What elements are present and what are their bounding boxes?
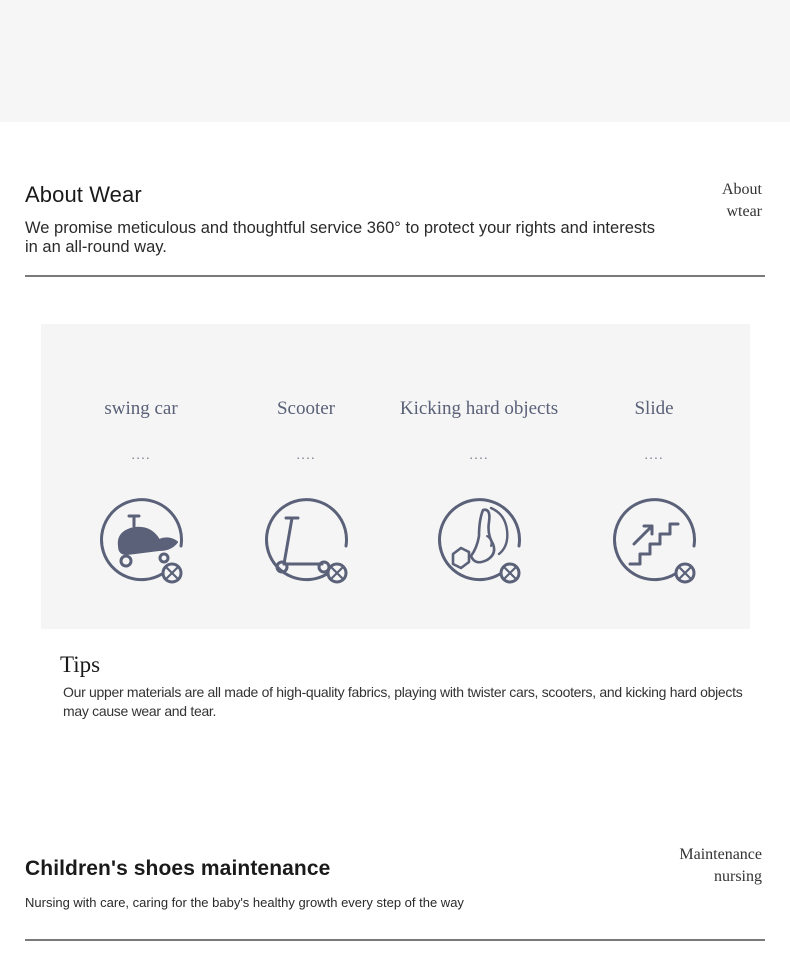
about-wear-title: About Wear bbox=[25, 182, 142, 207]
cause-label: swing car bbox=[104, 398, 178, 419]
section-divider bbox=[25, 939, 765, 941]
cause-item-kicking-hard-objects bbox=[379, 324, 579, 629]
about-wear-description: We promise meticulous and thoughtful service 360° to protect your rights and interests in an all-round way. bbox=[25, 219, 655, 256]
maintenance-side-label bbox=[679, 844, 762, 888]
cause-dots: .... bbox=[644, 446, 664, 462]
side-label-line: wtear bbox=[726, 203, 762, 220]
cause-label: Kicking hard objects bbox=[399, 398, 559, 419]
tips-title: Tips bbox=[60, 652, 101, 677]
slide-prohibited-icon bbox=[606, 496, 702, 592]
about-wear-side-label bbox=[722, 179, 762, 223]
side-label-line: nursing bbox=[714, 868, 762, 885]
maintenance-title: Children's shoes maintenance bbox=[25, 857, 331, 880]
cause-dots: .... bbox=[296, 446, 316, 462]
scooter-prohibited-icon bbox=[258, 496, 354, 592]
top-banner-area bbox=[0, 0, 790, 122]
cause-label: Scooter bbox=[276, 398, 336, 419]
maintenance-description: Nursing with care, caring for the baby's healthy growth every step of the way bbox=[25, 895, 464, 910]
tips-text: Our upper materials are all made of high-quality fabrics, playing with twister cars, scooters, and kicking hard objects may cause wear and tear. bbox=[63, 684, 743, 719]
side-label-line: Maintenance bbox=[679, 846, 762, 863]
side-label-line: About bbox=[722, 181, 762, 198]
section-divider bbox=[25, 275, 765, 277]
cause-dots: .... bbox=[469, 446, 489, 462]
swing-car-prohibited-icon bbox=[93, 496, 189, 592]
kicking-hard-objects-prohibited-icon bbox=[431, 496, 527, 592]
cause-item-scooter bbox=[206, 324, 406, 629]
wear-causes-panel bbox=[41, 324, 750, 629]
cause-label: Slide bbox=[634, 398, 674, 419]
cause-dots: .... bbox=[131, 446, 151, 462]
cause-item-slide bbox=[554, 324, 754, 629]
